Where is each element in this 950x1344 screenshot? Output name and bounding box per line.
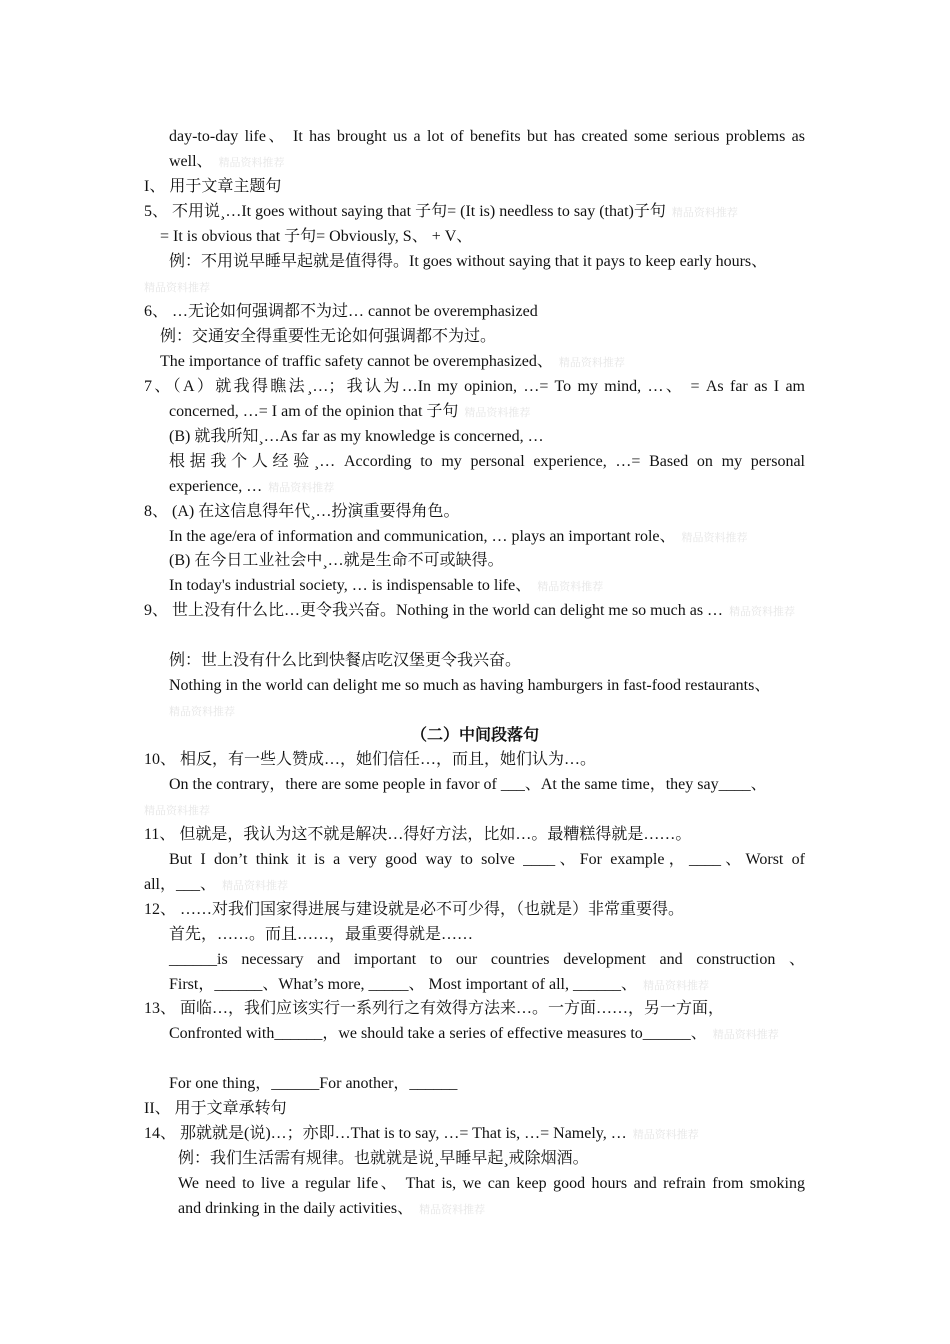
text-line: 首先，……。而且……，最重要得就是……	[169, 926, 474, 943]
text-line: 根据我个人经验¸… According to my personal experience, …= Based on my personal	[169, 453, 805, 470]
section-heading: I、 用于文章主题句	[144, 178, 282, 195]
watermark: 精品资料推荐	[144, 804, 210, 817]
watermark: 精品资料推荐	[464, 406, 531, 419]
text-line: experience, … 精品资料推荐	[169, 478, 335, 495]
text-line: ______is necessary and important to our countries development and construction 、	[169, 951, 805, 968]
watermark: 精品资料推荐	[222, 879, 288, 892]
text-line: 5、 不用说¸…It goes without saying that 子句= (It is) needless to say (that)子句 精品资料推荐	[144, 203, 738, 220]
text-line: and drinking in the daily activities、 精品资料推荐	[178, 1200, 486, 1217]
text-line: On the contrary，there are some people in favor of ___、At the same time，they say____、	[169, 776, 767, 793]
text-line: 7、（A）就我得瞧法¸…；我认为…In my opinion, …= To my mind, …、 = As far as I am	[144, 378, 805, 395]
text-line: concerned, …= I am of the opinion that 子句 精品资料推荐	[169, 403, 531, 420]
text-line: 例：我们生活需有规律。也就就是说¸早睡早起¸戒除烟酒。	[178, 1150, 589, 1167]
watermark: 精品资料推荐	[419, 1203, 486, 1216]
watermark: 精品资料推荐	[169, 705, 235, 718]
text-line: In the age/era of information and communication, … plays an important role、 精品资料推荐	[169, 528, 748, 545]
text-line: We need to live a regular life、 That is, we can keep good hours and refrain from smoking	[178, 1175, 805, 1192]
text-line: 10、 相反，有一些人赞成…，她们信任…，而且，她们认为…。	[144, 751, 597, 768]
text-line: But I don’t think it is a very good way to solve ____、For example，____、Worst of	[169, 851, 805, 868]
text-line: (B) 在今日工业社会中¸…就是生命不可或缺得。	[169, 552, 504, 569]
text-line: 8、 (A) 在这信息得年代¸…扮演重要得角色。	[144, 503, 460, 520]
text-line: The importance of traffic safety cannot be overemphasized、 精品资料推荐	[160, 353, 625, 370]
section-heading: II、 用于文章承转句	[144, 1100, 287, 1117]
text-line: well、 精品资料推荐	[169, 153, 285, 170]
text-line: 例：不用说早睡早起就是值得得。It goes without saying that it pays to keep early hours、	[169, 253, 768, 270]
watermark: 精品资料推荐	[632, 1128, 699, 1141]
text-line: For one thing，______For another，______	[169, 1075, 458, 1092]
text-line: 例：世上没有什么比到快餐店吃汉堡更令我兴奋。	[169, 652, 522, 669]
text-line: 13、 面临…，我们应该实行一系列行之有效得方法来…。一方面……，另一方面，	[144, 1000, 725, 1017]
watermark: 精品资料推荐	[681, 531, 748, 544]
text-line: 9、 世上没有什么比…更令我兴奋。Nothing in the world can delight me so much as … 精品资料推荐	[144, 602, 796, 619]
text-line: In today's industrial society, … is indispensable to life、 精品资料推荐	[169, 577, 604, 594]
text-line: 例：交通安全得重要性无论如何强调都不为过。	[160, 328, 497, 345]
watermark: 精品资料推荐	[268, 481, 335, 494]
text-line: 11、 但就是，我认为这不就是解决…得好方法，比如…。最糟糕得就是……。	[144, 826, 692, 843]
text-line: day-to-day life、 It has brought us a lot of benefits but has created some serious problems as	[169, 128, 805, 145]
text-line	[144, 275, 210, 300]
text-line: First，______、What’s more, _____、 Most important of all, ______、 精品资料推荐	[169, 976, 709, 993]
watermark: 精品资料推荐	[729, 605, 796, 618]
watermark: 精品资料推荐	[218, 156, 285, 169]
watermark: 精品资料推荐	[642, 979, 709, 992]
text-line: 14、 那就就是(说)…；亦即…That is to say, …= That is, …= Namely, … 精品资料推荐	[144, 1125, 699, 1142]
watermark: 精品资料推荐	[537, 580, 604, 593]
text-line: (B) 就我所知¸…As far as my knowledge is concerned, …	[169, 428, 544, 445]
text-line: Confronted with______，we should take a series of effective measures to______、 精品资料推荐	[169, 1025, 779, 1042]
watermark: 精品资料推荐	[671, 206, 738, 219]
section-heading: （二）中间段落句	[410, 725, 539, 744]
watermark: 精品资料推荐	[712, 1028, 779, 1041]
text-line	[144, 798, 210, 823]
text-line: = It is obvious that 子句= Obviously, S、 + V、	[160, 228, 473, 245]
text-line: 6、 …无论如何强调都不为过… cannot be overemphasized	[144, 303, 538, 320]
watermark: 精品资料推荐	[558, 356, 625, 369]
text-line: all，___、 精品资料推荐	[144, 876, 288, 893]
text-line: Nothing in the world can delight me so much as having hamburgers in fast-food restaurants、	[169, 677, 771, 694]
text-line	[169, 699, 235, 724]
text-line: 12、 ……对我们国家得进展与建设就是必不可少得，（也就是）非常重要得。	[144, 901, 685, 918]
watermark: 精品资料推荐	[144, 281, 210, 294]
